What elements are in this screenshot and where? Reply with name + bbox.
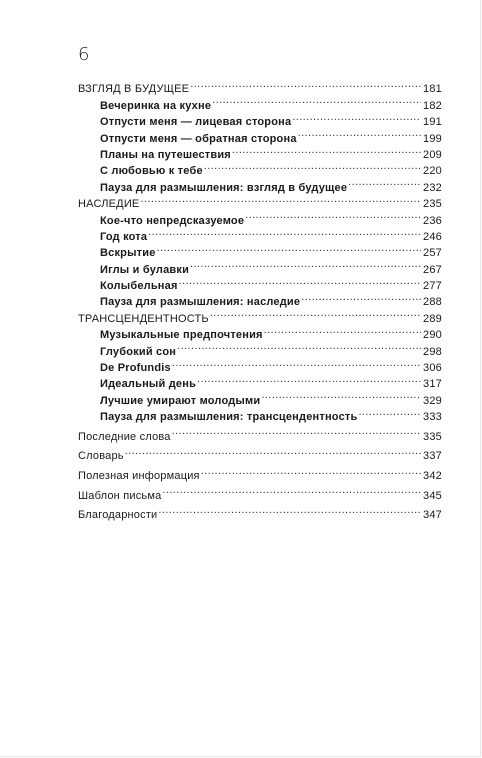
toc-item-title: Лучшие умирают молодыми	[100, 394, 261, 407]
toc-page-number: 181	[423, 83, 442, 96]
leader-dots	[264, 322, 421, 338]
leader-dots	[292, 109, 421, 125]
toc-page-number: 298	[423, 345, 442, 358]
toc-page-number: 337	[423, 450, 442, 463]
toc-item-title: Музыкальные предпочтения	[100, 329, 263, 342]
leader-dots	[148, 224, 421, 240]
leader-dots	[212, 92, 421, 108]
toc-section-future[interactable]	[78, 76, 442, 96]
toc-item-title: Планы на путешествия	[100, 148, 231, 161]
toc-section-title: ТРАНСЦЕНДЕНТНОСТЬ	[78, 312, 209, 325]
toc-item-title: Идеальный день	[100, 378, 197, 391]
leader-dots	[172, 355, 421, 371]
toc-item-title: Глубокий сон	[100, 345, 177, 358]
leader-dots	[298, 125, 421, 141]
toc-page-number: 199	[423, 132, 442, 145]
toc-entry-title: Полезная информация	[78, 469, 200, 482]
toc-item-title: Вечеринка на кухне	[100, 99, 212, 112]
leader-dots	[179, 273, 421, 289]
toc-page-number: 235	[423, 198, 442, 211]
leader-dots	[157, 240, 421, 256]
toc-item-title: Отпусти меня — обратная сторона	[100, 132, 297, 145]
toc-page-number: 236	[423, 214, 442, 227]
leader-dots	[201, 463, 421, 479]
toc-page-number: 289	[423, 312, 442, 325]
leader-dots	[348, 174, 421, 190]
toc-entry-last-words[interactable]	[78, 423, 442, 443]
toc-page-number: 220	[423, 165, 442, 178]
toc-page-number: 342	[423, 469, 442, 482]
toc-section-title: НАСЛЕДИЕ	[78, 198, 140, 211]
page-number: 6	[78, 44, 90, 65]
toc-item-title: De Profundis	[100, 362, 171, 375]
toc-entry-title: Благодарности	[78, 509, 158, 522]
toc-item-title: Отпусти меня — лицевая сторона	[100, 116, 292, 129]
leader-dots	[204, 158, 421, 174]
toc-page-number: 329	[423, 394, 442, 407]
toc-item-title: Пауза для размышления: трансцендентность	[100, 411, 358, 424]
toc-section-title: ВЗГЛЯД В БУДУЩЕЕ	[78, 83, 190, 96]
toc-entry-useful-info[interactable]	[78, 463, 442, 482]
toc-page-number: 191	[423, 116, 442, 129]
leader-dots	[190, 256, 421, 272]
leader-dots	[197, 371, 421, 387]
toc-item-title: Год кота	[100, 230, 148, 243]
toc-entry-title: Последние слова	[78, 430, 171, 443]
toc-entry-glossary[interactable]	[78, 443, 442, 463]
toc-item-title: Пауза для размышления: взгляд в будущее	[100, 181, 348, 194]
toc-page-number: 290	[423, 329, 442, 342]
table-of-contents	[78, 76, 442, 522]
leader-dots	[190, 76, 421, 92]
toc-page-number: 335	[423, 430, 442, 443]
toc-page-number: 277	[423, 280, 442, 293]
toc-page-number: 246	[423, 230, 442, 243]
toc-page-number: 257	[423, 247, 442, 260]
toc-page-number: 209	[423, 148, 442, 161]
toc-item-title: Пауза для размышления: наследие	[100, 296, 301, 309]
toc-page-number: 333	[423, 411, 442, 424]
leader-dots	[301, 289, 421, 305]
toc-item-title: С любовью к тебе	[100, 165, 203, 178]
toc-page-number: 182	[423, 99, 442, 112]
toc-page-number: 232	[423, 181, 442, 194]
leader-dots	[210, 305, 421, 321]
toc-page-number: 267	[423, 263, 442, 276]
toc-entry-title: Шаблон письма	[78, 489, 162, 502]
leader-dots	[261, 387, 421, 403]
toc-entry-title: Словарь	[78, 450, 124, 463]
leader-dots	[245, 207, 421, 223]
leader-dots	[158, 502, 421, 518]
toc-item-title: Вскрытие	[100, 247, 156, 260]
leader-dots	[140, 191, 421, 207]
leader-dots	[162, 482, 421, 498]
leader-dots	[358, 404, 421, 420]
toc-item-title: Колыбельная	[100, 280, 178, 293]
toc-item-title: Кое-что непредсказуемое	[100, 214, 245, 227]
leader-dots	[125, 443, 421, 459]
leader-dots	[172, 423, 421, 439]
toc-page-number: 288	[423, 296, 442, 309]
toc-page-number: 317	[423, 378, 442, 391]
toc-entry-letter-template[interactable]	[78, 482, 442, 502]
leader-dots	[177, 338, 421, 354]
toc-entry-acknowledgements[interactable]	[78, 502, 442, 522]
toc-item-title: Иглы и булавки	[100, 263, 190, 276]
leader-dots	[232, 142, 421, 158]
toc-page-number: 345	[423, 489, 442, 502]
toc-page-number: 306	[423, 362, 442, 375]
toc-page-number: 347	[423, 509, 442, 522]
